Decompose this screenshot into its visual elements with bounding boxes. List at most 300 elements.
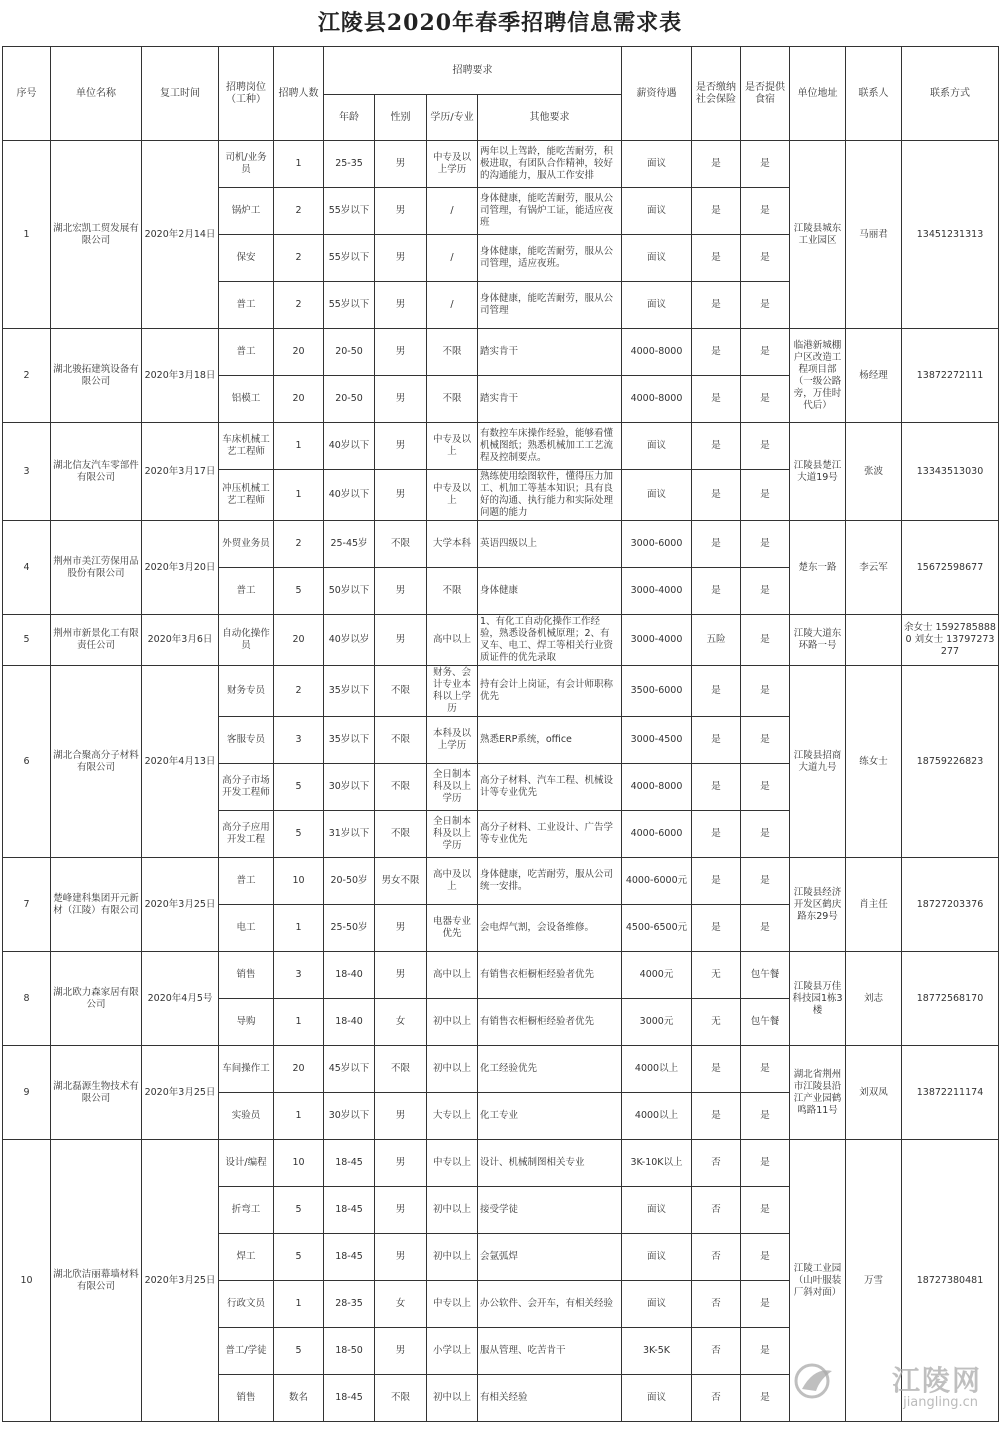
age-cell: 20-50岁 bbox=[324, 858, 375, 905]
gender-cell: 不限 bbox=[375, 1375, 427, 1422]
company-name-cell: 湖北欣洁丽幕墙材料有限公司 bbox=[51, 1140, 142, 1422]
other-requirements-cell: 化工专业 bbox=[478, 1093, 622, 1140]
gender-cell: 男 bbox=[375, 235, 427, 282]
education-cell: 大学本科 bbox=[427, 521, 478, 568]
salary-cell: 面议 bbox=[622, 1281, 692, 1328]
meals-cell: 是 bbox=[741, 376, 790, 423]
jiangling-logo-icon bbox=[792, 1361, 840, 1401]
meals-cell: 是 bbox=[741, 1234, 790, 1281]
position-cell: 折弯工 bbox=[219, 1187, 274, 1234]
other-requirements-cell: 有销售衣柜橱柜经验者优先 bbox=[478, 999, 622, 1046]
gender-cell: 女 bbox=[375, 1281, 427, 1328]
header-contact: 联系人 bbox=[846, 47, 902, 141]
position-cell: 行政文员 bbox=[219, 1281, 274, 1328]
gender-cell: 不限 bbox=[375, 521, 427, 568]
position-cell: 普工 bbox=[219, 858, 274, 905]
gender-cell: 男 bbox=[375, 615, 427, 666]
position-cell: 财务专员 bbox=[219, 666, 274, 717]
position-cell: 导购 bbox=[219, 999, 274, 1046]
watermark-url: jiangling.cn bbox=[903, 1395, 978, 1410]
insurance-cell: 是 bbox=[692, 905, 741, 952]
education-cell: 中专以上 bbox=[427, 1140, 478, 1187]
table-row bbox=[3, 1046, 999, 1093]
salary-cell: 3K-10K以上 bbox=[622, 1140, 692, 1187]
count-cell: 2 bbox=[274, 521, 324, 568]
count-cell: 2 bbox=[274, 666, 324, 717]
insurance-cell: 是 bbox=[692, 423, 741, 470]
header-age: 年龄 bbox=[324, 95, 375, 141]
position-cell: 铝模工 bbox=[219, 376, 274, 423]
age-cell: 18-45 bbox=[324, 1234, 375, 1281]
company-name-cell: 湖北合聚高分子材料有限公司 bbox=[51, 666, 142, 858]
gender-cell: 男 bbox=[375, 1187, 427, 1234]
resume-date-cell: 2020年3月20日 bbox=[142, 521, 219, 615]
gender-cell: 男 bbox=[375, 1093, 427, 1140]
salary-cell: 4500-6500元 bbox=[622, 905, 692, 952]
meals-cell: 是 bbox=[741, 1328, 790, 1375]
meals-cell: 是 bbox=[741, 1375, 790, 1422]
salary-cell: 面议 bbox=[622, 282, 692, 329]
education-cell: 中专及以上学历 bbox=[427, 141, 478, 188]
position-cell: 冲压机械工艺工程师 bbox=[219, 470, 274, 521]
age-cell: 25-35 bbox=[324, 141, 375, 188]
meals-cell: 是 bbox=[741, 329, 790, 376]
phone-cell: 13343513030 bbox=[902, 423, 999, 521]
other-requirements-cell: 踏实肯干 bbox=[478, 329, 622, 376]
education-cell: 中专以上 bbox=[427, 1281, 478, 1328]
insurance-cell: 是 bbox=[692, 188, 741, 235]
position-cell: 实验员 bbox=[219, 1093, 274, 1140]
other-requirements-cell: 有相关经验 bbox=[478, 1375, 622, 1422]
age-cell: 30岁以下 bbox=[324, 764, 375, 811]
phone-cell: 18727380481 bbox=[902, 1140, 999, 1422]
meals-cell: 是 bbox=[741, 470, 790, 521]
position-cell: 普工 bbox=[219, 329, 274, 376]
meals-cell: 是 bbox=[741, 141, 790, 188]
insurance-cell: 是 bbox=[692, 764, 741, 811]
meals-cell: 是 bbox=[741, 235, 790, 282]
other-requirements-cell: 英语四级以上 bbox=[478, 521, 622, 568]
other-requirements-cell: 有数控车床操作经验，能够看懂机械图纸；熟悉机械加工工艺流程及控制要点。 bbox=[478, 423, 622, 470]
meals-cell: 是 bbox=[741, 717, 790, 764]
address-cell: 临港新城棚户区改造工程项目部（一级公路旁，万佳时代后） bbox=[790, 329, 846, 423]
education-cell: 初中以上 bbox=[427, 999, 478, 1046]
company-name-cell: 荆州市新景化工有限责任公司 bbox=[51, 615, 142, 666]
age-cell: 25-50岁 bbox=[324, 905, 375, 952]
age-cell: 18-45 bbox=[324, 1140, 375, 1187]
count-cell: 5 bbox=[274, 811, 324, 858]
header-address: 单位地址 bbox=[790, 47, 846, 141]
salary-cell: 面议 bbox=[622, 1234, 692, 1281]
age-cell: 55岁以下 bbox=[324, 188, 375, 235]
education-cell: 初中以上 bbox=[427, 1046, 478, 1093]
meals-cell: 是 bbox=[741, 615, 790, 666]
header-salary: 薪资待遇 bbox=[622, 47, 692, 141]
header-requirements: 招聘要求 bbox=[324, 47, 622, 95]
insurance-cell: 否 bbox=[692, 1328, 741, 1375]
count-cell: 20 bbox=[274, 615, 324, 666]
other-requirements-cell: 有销售衣柜橱柜经验者优先 bbox=[478, 952, 622, 999]
header-phone: 联系方式 bbox=[902, 47, 999, 141]
gender-cell: 男 bbox=[375, 1234, 427, 1281]
insurance-cell: 是 bbox=[692, 235, 741, 282]
company-name-cell: 湖北磊源生物技术有限公司 bbox=[51, 1046, 142, 1140]
company-name-cell: 湖北宏凯工贸发展有限公司 bbox=[51, 141, 142, 329]
count-cell: 1 bbox=[274, 141, 324, 188]
salary-cell: 3000-4000 bbox=[622, 568, 692, 615]
other-requirements-cell: 身体健康，能吃苦耐劳，服从公司管理 bbox=[478, 282, 622, 329]
education-cell: 高中以上 bbox=[427, 615, 478, 666]
age-cell: 18-40 bbox=[324, 952, 375, 999]
insurance-cell: 是 bbox=[692, 1093, 741, 1140]
other-requirements-cell: 1、有化工自动化操作工作经验，熟悉设备机械原理；2、有叉车、电工、焊工等相关行业资质证件的优先录取 bbox=[478, 615, 622, 666]
other-requirements-cell: 身体健康 bbox=[478, 568, 622, 615]
count-cell: 1 bbox=[274, 999, 324, 1046]
position-cell: 电工 bbox=[219, 905, 274, 952]
education-cell: 不限 bbox=[427, 376, 478, 423]
contact-person-cell: 刘志 bbox=[846, 952, 902, 1046]
position-cell: 司机/业务员 bbox=[219, 141, 274, 188]
education-cell: 财务、会计专业本科以上学历 bbox=[427, 666, 478, 717]
insurance-cell: 是 bbox=[692, 141, 741, 188]
count-cell: 1 bbox=[274, 1281, 324, 1328]
gender-cell: 不限 bbox=[375, 764, 427, 811]
position-cell: 焊工 bbox=[219, 1234, 274, 1281]
salary-cell: 3000-4000 bbox=[622, 615, 692, 666]
education-cell: 大专以上 bbox=[427, 1093, 478, 1140]
age-cell: 40岁以下 bbox=[324, 423, 375, 470]
age-cell: 31岁以下 bbox=[324, 811, 375, 858]
salary-cell: 4000-6000 bbox=[622, 811, 692, 858]
seq-cell: 9 bbox=[3, 1046, 51, 1140]
seq-cell: 4 bbox=[3, 521, 51, 615]
table-row bbox=[3, 858, 999, 905]
table-row bbox=[3, 952, 999, 999]
insurance-cell: 是 bbox=[692, 858, 741, 905]
age-cell: 18-45 bbox=[324, 1187, 375, 1234]
gender-cell: 男 bbox=[375, 952, 427, 999]
other-requirements-cell: 高分子材料、工业设计、广告学等专业优先 bbox=[478, 811, 622, 858]
count-cell: 1 bbox=[274, 470, 324, 521]
other-requirements-cell: 持有会计上岗证，有会计师职称优先 bbox=[478, 666, 622, 717]
education-cell: / bbox=[427, 188, 478, 235]
insurance-cell: 无 bbox=[692, 999, 741, 1046]
insurance-cell: 是 bbox=[692, 811, 741, 858]
age-cell: 50岁以下 bbox=[324, 568, 375, 615]
seq-cell: 1 bbox=[3, 141, 51, 329]
table-row bbox=[3, 329, 999, 376]
address-cell: 江陵工业园（山叶服装厂斜对面） bbox=[790, 1140, 846, 1422]
education-cell: / bbox=[427, 282, 478, 329]
salary-cell: 4000以上 bbox=[622, 1093, 692, 1140]
meals-cell: 是 bbox=[741, 282, 790, 329]
header-resume-date: 复工时间 bbox=[142, 47, 219, 141]
meals-cell: 包午餐 bbox=[741, 999, 790, 1046]
salary-cell: 4000-8000 bbox=[622, 329, 692, 376]
page-title: 江陵县2020年春季招聘信息需求表 bbox=[317, 10, 683, 36]
meals-cell: 是 bbox=[741, 521, 790, 568]
count-cell: 1 bbox=[274, 423, 324, 470]
position-cell: 自动化操作员 bbox=[219, 615, 274, 666]
gender-cell: 男 bbox=[375, 1140, 427, 1187]
salary-cell: 3000-6000 bbox=[622, 521, 692, 568]
count-cell: 5 bbox=[274, 568, 324, 615]
insurance-cell: 否 bbox=[692, 1140, 741, 1187]
other-requirements-cell: 踏实肯干 bbox=[478, 376, 622, 423]
meals-cell: 是 bbox=[741, 764, 790, 811]
meals-cell: 是 bbox=[741, 811, 790, 858]
seq-cell: 6 bbox=[3, 666, 51, 858]
count-cell: 1 bbox=[274, 1093, 324, 1140]
header-gender: 性别 bbox=[375, 95, 427, 141]
phone-cell: 18772568170 bbox=[902, 952, 999, 1046]
count-cell: 10 bbox=[274, 858, 324, 905]
gender-cell: 男 bbox=[375, 470, 427, 521]
phone-cell: 余女士 15927858880 刘女士 13797273277 bbox=[902, 615, 999, 666]
seq-cell: 8 bbox=[3, 952, 51, 1046]
address-cell: 江陵县经济开发区鹤庆路东29号 bbox=[790, 858, 846, 952]
meals-cell: 是 bbox=[741, 568, 790, 615]
insurance-cell: 是 bbox=[692, 470, 741, 521]
age-cell: 25-45岁 bbox=[324, 521, 375, 568]
company-name-cell: 楚峰建科集团开元新材（江陵）有限公司 bbox=[51, 858, 142, 952]
company-name-cell: 湖北信友汽车零部件有限公司 bbox=[51, 423, 142, 521]
position-cell: 保安 bbox=[219, 235, 274, 282]
position-cell: 销售 bbox=[219, 1375, 274, 1422]
age-cell: 40岁以岁 bbox=[324, 615, 375, 666]
seq-cell: 10 bbox=[3, 1140, 51, 1422]
table-row bbox=[3, 141, 999, 188]
phone-cell: 18727203376 bbox=[902, 858, 999, 952]
count-cell: 2 bbox=[274, 282, 324, 329]
resume-date-cell: 2020年3月25日 bbox=[142, 1046, 219, 1140]
position-cell: 高分子应用开发工程 bbox=[219, 811, 274, 858]
contact-person-cell: 杨经理 bbox=[846, 329, 902, 423]
insurance-cell: 是 bbox=[692, 521, 741, 568]
count-cell: 5 bbox=[274, 1187, 324, 1234]
gender-cell: 男 bbox=[375, 376, 427, 423]
count-cell: 数名 bbox=[274, 1375, 324, 1422]
education-cell: 初中以上 bbox=[427, 1234, 478, 1281]
count-cell: 20 bbox=[274, 1046, 324, 1093]
age-cell: 55岁以下 bbox=[324, 235, 375, 282]
address-cell: 楚东一路 bbox=[790, 521, 846, 615]
resume-date-cell: 2020年3月25日 bbox=[142, 1140, 219, 1422]
count-cell: 3 bbox=[274, 952, 324, 999]
age-cell: 55岁以下 bbox=[324, 282, 375, 329]
gender-cell: 不限 bbox=[375, 811, 427, 858]
other-requirements-cell: 熟悉ERP系统，office bbox=[478, 717, 622, 764]
education-cell: 小学以上 bbox=[427, 1328, 478, 1375]
count-cell: 20 bbox=[274, 329, 324, 376]
education-cell: 中专及以上 bbox=[427, 470, 478, 521]
resume-date-cell: 2020年3月18日 bbox=[142, 329, 219, 423]
resume-date-cell: 2020年2月14日 bbox=[142, 141, 219, 329]
count-cell: 5 bbox=[274, 1328, 324, 1375]
gender-cell: 男 bbox=[375, 423, 427, 470]
other-requirements-cell: 两年以上驾龄，能吃苦耐劳，积极进取，有团队合作精神，较好的沟通能力，服从工作安排 bbox=[478, 141, 622, 188]
seq-cell: 5 bbox=[3, 615, 51, 666]
contact-person-cell: 万雪 bbox=[846, 1140, 902, 1422]
salary-cell: 4000-8000 bbox=[622, 764, 692, 811]
insurance-cell: 是 bbox=[692, 568, 741, 615]
other-requirements-cell: 身体健康，能吃苦耐劳，服从公司管理，适应夜班。 bbox=[478, 235, 622, 282]
address-cell: 江陵大道东环路一号 bbox=[790, 615, 846, 666]
insurance-cell: 是 bbox=[692, 376, 741, 423]
position-cell: 车间操作工 bbox=[219, 1046, 274, 1093]
insurance-cell: 是 bbox=[692, 282, 741, 329]
salary-cell: 面议 bbox=[622, 470, 692, 521]
address-cell: 江陵县万佳科技园1栋3楼 bbox=[790, 952, 846, 1046]
position-cell: 高分子市场开发工程师 bbox=[219, 764, 274, 811]
age-cell: 40岁以下 bbox=[324, 470, 375, 521]
position-cell: 普工 bbox=[219, 568, 274, 615]
meals-cell: 是 bbox=[741, 423, 790, 470]
other-requirements-cell: 接受学徒 bbox=[478, 1187, 622, 1234]
table-row bbox=[3, 615, 999, 666]
meals-cell: 是 bbox=[741, 1140, 790, 1187]
education-cell: 初中以上 bbox=[427, 1375, 478, 1422]
meals-cell: 是 bbox=[741, 666, 790, 717]
education-cell: 高中以上 bbox=[427, 952, 478, 999]
salary-cell: 4000-8000 bbox=[622, 376, 692, 423]
salary-cell: 4000-6000元 bbox=[622, 858, 692, 905]
other-requirements-cell: 会氩弧焊 bbox=[478, 1234, 622, 1281]
phone-cell: 15672598677 bbox=[902, 521, 999, 615]
contact-person-cell: 练女士 bbox=[846, 666, 902, 858]
age-cell: 20-50 bbox=[324, 376, 375, 423]
header-meals: 是否提供食宿 bbox=[741, 47, 790, 141]
age-cell: 35岁以下 bbox=[324, 666, 375, 717]
gender-cell: 男 bbox=[375, 905, 427, 952]
count-cell: 2 bbox=[274, 235, 324, 282]
insurance-cell: 是 bbox=[692, 1046, 741, 1093]
education-cell: 不限 bbox=[427, 329, 478, 376]
phone-cell: 13872211174 bbox=[902, 1046, 999, 1140]
resume-date-cell: 2020年4月13日 bbox=[142, 666, 219, 858]
table-body bbox=[3, 141, 999, 1422]
position-cell: 普工/学徒 bbox=[219, 1328, 274, 1375]
meals-cell: 是 bbox=[741, 1281, 790, 1328]
meals-cell: 是 bbox=[741, 858, 790, 905]
age-cell: 28-35 bbox=[324, 1281, 375, 1328]
phone-cell: 13872272111 bbox=[902, 329, 999, 423]
header-position: 招聘岗位（工种） bbox=[219, 47, 274, 141]
meals-cell: 是 bbox=[741, 188, 790, 235]
count-cell: 5 bbox=[274, 764, 324, 811]
education-cell: 高中及以上 bbox=[427, 858, 478, 905]
age-cell: 18-45 bbox=[324, 1375, 375, 1422]
education-cell: 全日制本科及以上学历 bbox=[427, 811, 478, 858]
insurance-cell: 是 bbox=[692, 329, 741, 376]
salary-cell: 3K-5K bbox=[622, 1328, 692, 1375]
insurance-cell: 否 bbox=[692, 1375, 741, 1422]
phone-cell: 18759226823 bbox=[902, 666, 999, 858]
other-requirements-cell: 熟练使用绘图软件，懂得压力加工、机加工等基本知识；具有良好的沟通、执行能力和实际处理问题的能力 bbox=[478, 470, 622, 521]
seq-cell: 2 bbox=[3, 329, 51, 423]
age-cell: 35岁以下 bbox=[324, 717, 375, 764]
contact-person-cell: 张波 bbox=[846, 423, 902, 521]
header-seq: 序号 bbox=[3, 47, 51, 141]
age-cell: 45岁以下 bbox=[324, 1046, 375, 1093]
other-requirements-cell: 会电焊气割，会设备维修。 bbox=[478, 905, 622, 952]
count-cell: 5 bbox=[274, 1234, 324, 1281]
education-cell: 电器专业优先 bbox=[427, 905, 478, 952]
salary-cell: 3000-4500 bbox=[622, 717, 692, 764]
count-cell: 20 bbox=[274, 376, 324, 423]
company-name-cell: 荆州市美江劳保用品股份有限公司 bbox=[51, 521, 142, 615]
watermark bbox=[792, 1359, 982, 1419]
position-cell: 客服专员 bbox=[219, 717, 274, 764]
salary-cell: 4000以上 bbox=[622, 1046, 692, 1093]
watermark-brand: 江陵网 bbox=[891, 1364, 982, 1397]
education-cell: 不限 bbox=[427, 568, 478, 615]
resume-date-cell: 2020年4月5号 bbox=[142, 952, 219, 1046]
other-requirements-cell: 身体健康，吃苦耐劳，服从公司统一安排。 bbox=[478, 858, 622, 905]
position-cell: 车床机械工艺工程师 bbox=[219, 423, 274, 470]
recruitment-table bbox=[2, 46, 999, 1422]
company-name-cell: 湖北欧力森家居有限公司 bbox=[51, 952, 142, 1046]
contact-person-cell: 刘双凤 bbox=[846, 1046, 902, 1140]
table-row bbox=[3, 1140, 999, 1187]
table-row bbox=[3, 423, 999, 470]
position-cell: 销售 bbox=[219, 952, 274, 999]
gender-cell: 男 bbox=[375, 282, 427, 329]
salary-cell: 4000元 bbox=[622, 952, 692, 999]
other-requirements-cell: 设计、机械制图相关专业 bbox=[478, 1140, 622, 1187]
contact-person-cell: 马丽君 bbox=[846, 141, 902, 329]
gender-cell: 不限 bbox=[375, 666, 427, 717]
gender-cell: 女 bbox=[375, 999, 427, 1046]
gender-cell: 不限 bbox=[375, 1046, 427, 1093]
age-cell: 18-50 bbox=[324, 1328, 375, 1375]
meals-cell: 是 bbox=[741, 905, 790, 952]
gender-cell: 男 bbox=[375, 329, 427, 376]
other-requirements-cell: 办公软件、会开车，有相关经验 bbox=[478, 1281, 622, 1328]
position-cell: 设计/编程 bbox=[219, 1140, 274, 1187]
header-insurance: 是否缴纳社会保险 bbox=[692, 47, 741, 141]
count-cell: 10 bbox=[274, 1140, 324, 1187]
insurance-cell: 五险 bbox=[692, 615, 741, 666]
position-cell: 外贸业务员 bbox=[219, 521, 274, 568]
gender-cell: 男 bbox=[375, 188, 427, 235]
education-cell: 全日制本科及以上学历 bbox=[427, 764, 478, 811]
education-cell: 初中以上 bbox=[427, 1187, 478, 1234]
count-cell: 3 bbox=[274, 717, 324, 764]
education-cell: 中专及以上 bbox=[427, 423, 478, 470]
gender-cell: 男女不限 bbox=[375, 858, 427, 905]
table-row bbox=[3, 666, 999, 717]
other-requirements-cell: 化工经验优先 bbox=[478, 1046, 622, 1093]
position-cell: 普工 bbox=[219, 282, 274, 329]
salary-cell: 面议 bbox=[622, 423, 692, 470]
age-cell: 18-40 bbox=[324, 999, 375, 1046]
header-other: 其他要求 bbox=[478, 95, 622, 141]
address-cell: 江陵县招商大道九号 bbox=[790, 666, 846, 858]
address-cell: 江陵县楚江大道19号 bbox=[790, 423, 846, 521]
phone-cell: 13451231313 bbox=[902, 141, 999, 329]
education-cell: 本科及以上学历 bbox=[427, 717, 478, 764]
gender-cell: 男 bbox=[375, 141, 427, 188]
meals-cell: 是 bbox=[741, 1187, 790, 1234]
address-cell: 江陵县城东工业园区 bbox=[790, 141, 846, 329]
address-cell: 湖北省荆州市江陵县沿江产业园鹤鸣路11号 bbox=[790, 1046, 846, 1140]
gender-cell: 男 bbox=[375, 1328, 427, 1375]
header-education: 学历/专业 bbox=[427, 95, 478, 141]
count-cell: 2 bbox=[274, 188, 324, 235]
resume-date-cell: 2020年3月6日 bbox=[142, 615, 219, 666]
insurance-cell: 否 bbox=[692, 1281, 741, 1328]
